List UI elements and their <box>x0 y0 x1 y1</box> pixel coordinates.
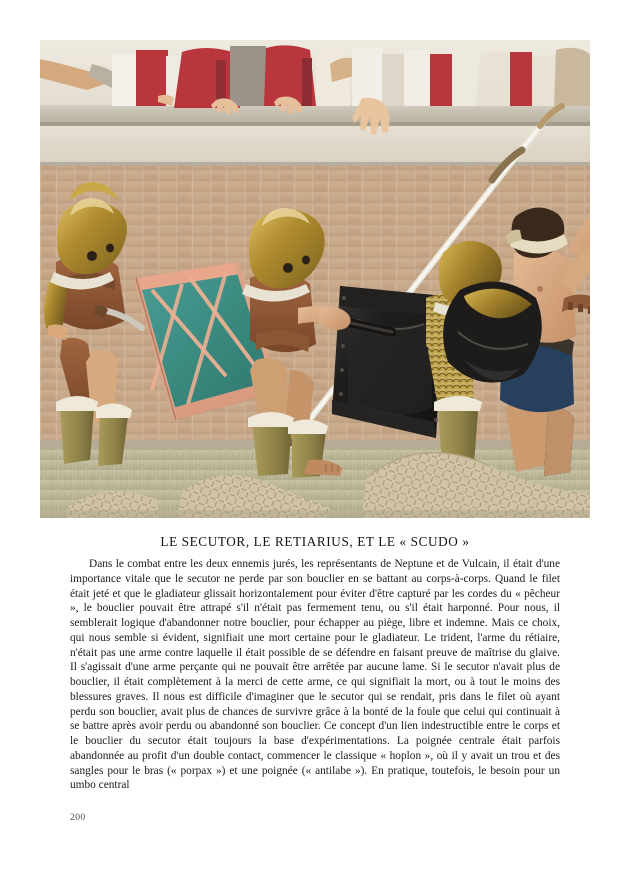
page-number: 200 <box>70 812 86 823</box>
article-heading: LE SECUTOR, LE RETIARIUS, ET LE « SCUDO » <box>160 534 470 549</box>
article-paragraph-text: Dans le combat entre les deux ennemis jurés, les représentants de Neptune et de Vulcain, il était d'une importance vitale que le secutor ne perde par son bouclier en se battant au corps-à-corps. Quand le filet était jeté et que le gladiateur glissait horizontalement pour éviter d'être capturé par les cordes du « pêcheur », le bouclier pouvait être attrapé s'il n'était pas fermement tenu, ou s'il était harponné. Pour nous, il semblerait logique d'abandonner notre bouclier, pour échapper au piège, libre et indemne. Mais ce choix, qui nous semble si évident, signifiait une mort certaine pour le gladiateur. Le trident, l'arme du rétiaire, n'était pas une arme contre laquelle il était possible de se défendre en faisant preuve de maîtrise du glaive. Il s'agissait d'une arme perçante qui ne pouvait être arrêtée par aucune lame. Si le secutor n'avait plus de bouclier, il était complètement à la merci de cette arme, ce qui signifiait la mort, ou à tout le moins des blessures graves. Il nous est difficile d'imaginer que le secutor qui se rendait, pris dans le filet où ayant perdu son bouclier, avait plus de chances de survivre grâce à la bonté de la foule que celui qui continuait à se battre après avoir perdu ou abandonné son bouclier. Ce concept d'un lien indestructible entre le corps et le bouclier du secutor était toujours la base d'expérimentations. La poignée centrale était parfois abandonnée au profit d'un double contact, commencer le classique « hoplon », où il y avait un trou et des sangles pour le bras (« porpax ») et une poignée (« antilabe »). En pratique, toutefois, le besoin pour un umbo central <box>70 558 560 792</box>
article-text-column <box>70 534 560 793</box>
article-paragraph <box>70 557 560 793</box>
photo-illustration <box>40 40 590 518</box>
gladiator-reenactment-photo <box>40 40 590 518</box>
